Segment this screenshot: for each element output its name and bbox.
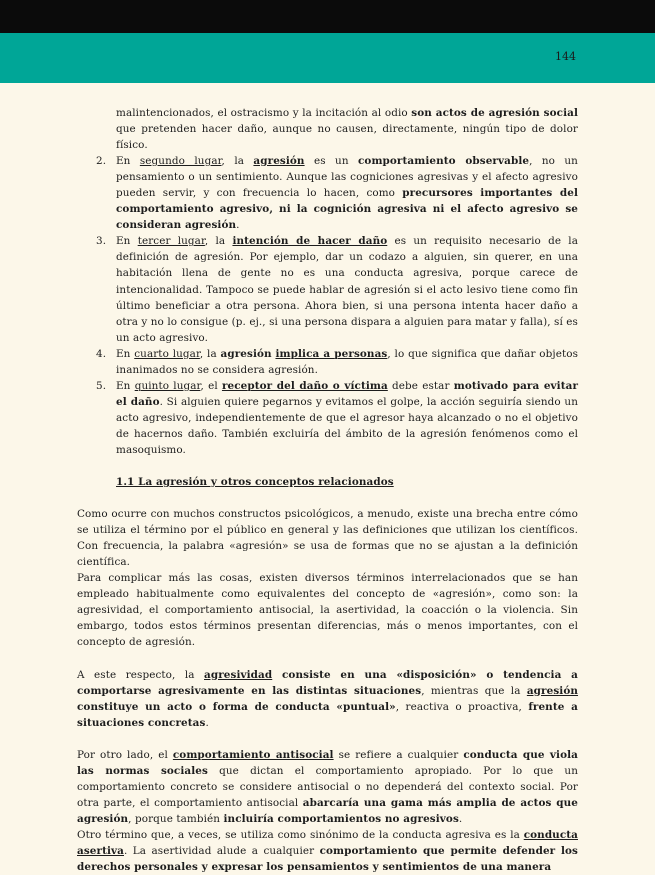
page-number: 144 [555,50,576,63]
document-body [77,105,578,875]
list-item: 5. En quinto lugar, el receptor del daño o víctima debe estar motivado para evitar el daño. Si alguien quiere pegarnos y evitamos el golpe, la acción seguiría siendo un acto agresivo, independientemente de que el agresor haya alcanzado o no el objetivo de hacernos daño. También excluiría del ámbito de la agresión fenómenos como el masoquismo. [96,379,579,456]
paragraph: Como ocurre con muchos constructos psicológicos, a menudo, existe una brecha entre cómo se utiliza el término por el público en general y las definiciones que utilizan los científicos. Con frecuencia, la palabra «agresión» se usa de formas que no se ajustan a la definición científica. [77,508,578,569]
list-item: 2. En segundo lugar, la agresión es un comportamiento observable, no un pensamiento o un sentimiento. Aunque las cogniciones agresivas y el afecto agresivo pueden servir, y con frecuencia lo hacen, como precursores importantes del comportamiento agresivo, ni la cognición agresiva ni el afecto agresivo se consideran agresión. [96,155,579,232]
list-continuation: malintencionados, el ostracismo y la incitación al odio son actos de agresión social que pretenden hacer daño, aunque no causen, directamente, ningún tipo de dolor físico. [116,107,578,152]
list-item: 3. En tercer lugar, la intención de hacer daño es un requisito necesario de la definición de agresión. Por ejemplo, dar un codazo a alguien, sin querer, en una habitación llena de gente no es una conducta agresiva, porque carece de intencionalidad. Tampoco se puede hablar de agresión si el acto lesivo tiene como fin último beneficiar a otra persona. Ahora bien, si una persona intenta hacer daño a otra y no lo consigue (p. ej., si una persona dispara a alguien para matar y falla), sí es un acto agresivo. [96,235,578,344]
top-black-bar [0,0,655,33]
list-item: 4. En cuarto lugar, la agresión implica a personas, lo que significa que dañar objetos inanimados no se considera agresión. [96,347,579,376]
paragraph: Para complicar más las cosas, existen diversos términos interrelacionados que se han empleado habitualmente como equivalentes del concepto de «agresión», como son: la agresividad, el comportamiento antisocial, la asertividad, la coacción o la violencia. Sin embargo, todos estos términos presentan diferencias, más o menos importantes, con el concepto de agresión. [77,572,578,649]
paragraph: A este respecto, la agresividad consiste en una «disposición» o tendencia a comportarse agresivamente en las distintas situaciones, mientras que la agresión constituye un acto o forma de conducta «puntual», reactiva o proactiva, frente a situaciones concretas. [77,668,579,729]
paragraph: Otro término que, a veces, se utiliza como sinónimo de la conducta agresiva es la conducta asertiva. La asertividad alude a cualquier comportamiento que permite defender los derechos personales y expresar los pensamientos y sentimientos de una manera [77,828,578,874]
section-heading: 1.1 La agresión y otros conceptos relacionados [116,476,394,489]
spacer [77,651,578,667]
spacer [77,731,578,747]
paragraph: Por otro lado, el comportamiento antisocial se refiere a cualquier conducta que viola las normas sociales que dictan el comportamiento apropiado. Por lo que un comportamiento concreto se considere antisocial o no dependerá del contexto social. Por otra parte, el comportamiento antisocial abarcaría una gama más amplia de actos que agresión, porque también incluiría comportamientos no agresivos. [77,748,578,825]
